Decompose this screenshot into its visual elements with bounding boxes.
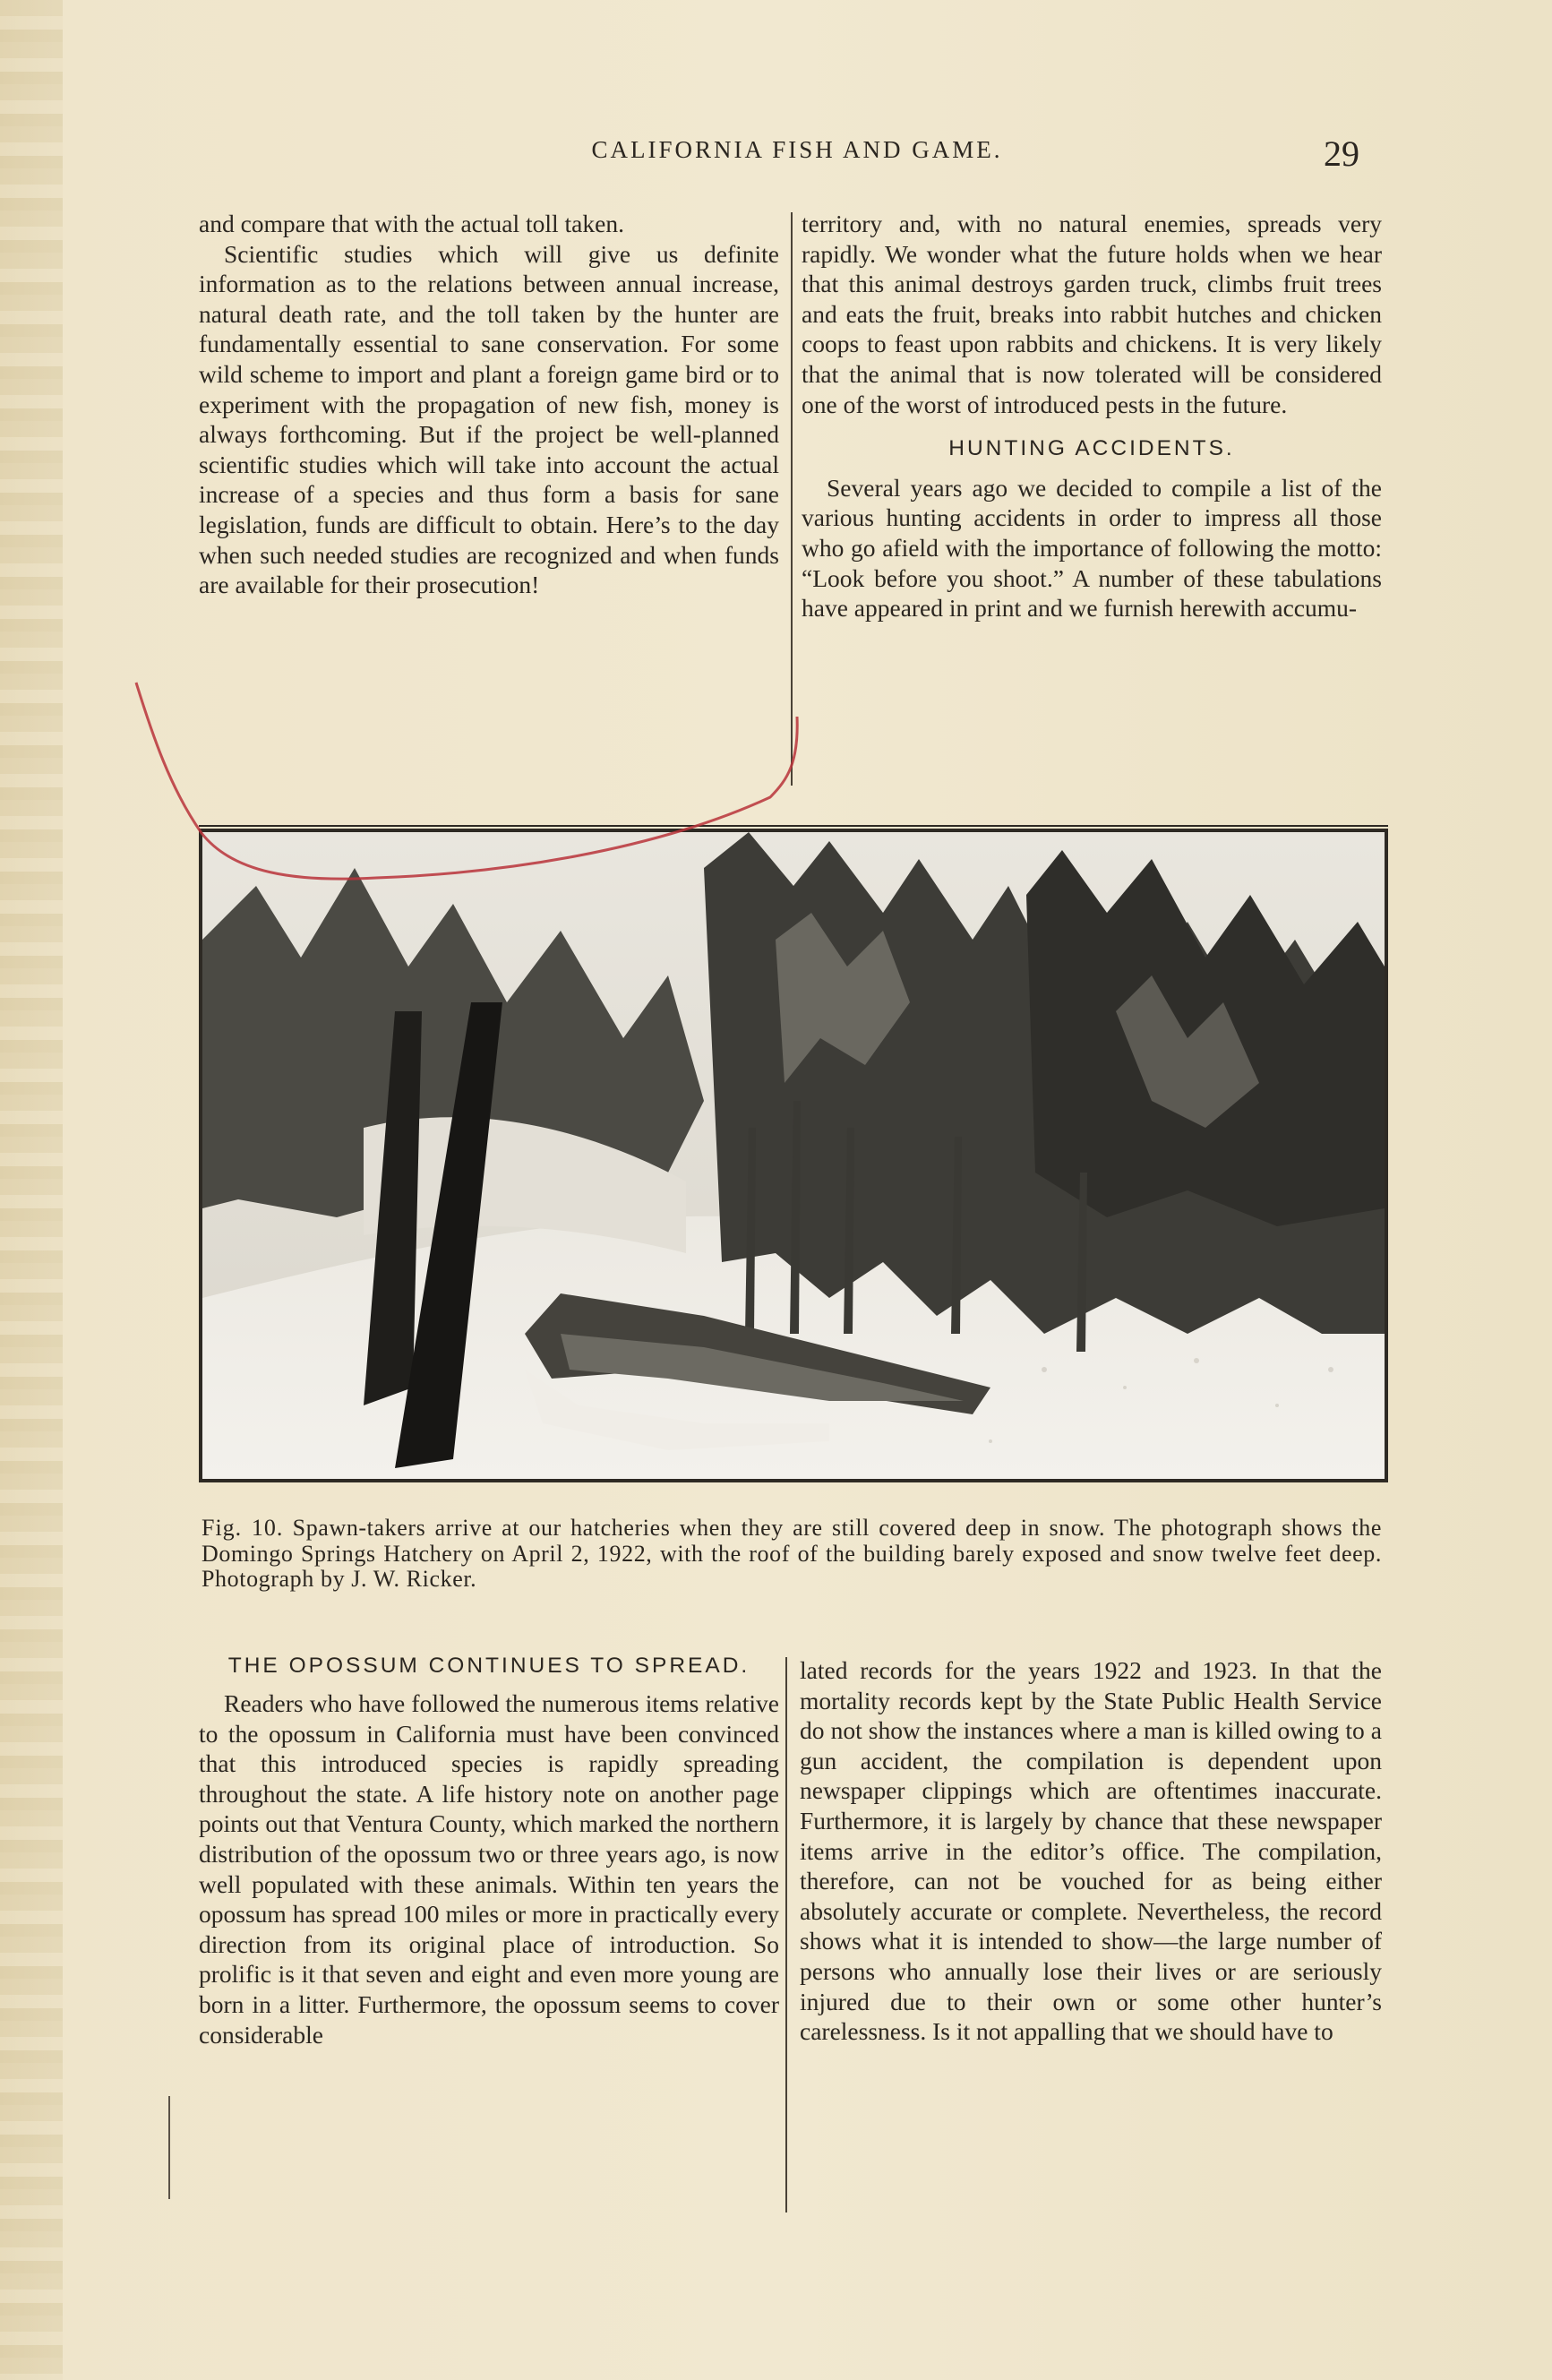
section-heading-hunting-accidents: HUNTING ACCIDENTS. xyxy=(948,436,1235,461)
figure-label: Fig. 10. xyxy=(202,1515,284,1541)
margin-pencil-mark xyxy=(168,2096,170,2199)
hatchery-snow-photograph xyxy=(199,829,1388,1482)
paragraph: Several years ago we decided to compile a list of the various hunting accidents in order to impress all those who go afield with the importance of following the motto: “Look before you shoot.” A number of these tabulations have appeared in print and we furnish herewith accumu- xyxy=(802,473,1382,623)
paragraph: territory and, with no natural enemies, spreads very rapidly. We wonder what the future holds when we hear that this animal destroys garden truck, climbs fruit trees and eats the fruit, breaks into rabbit hutches and chicken coops to feast upon rabbits and chickens. It is very likely that the animal that is now tolerated will be considered one of the worst of introduced pests in the future. xyxy=(802,210,1382,418)
column-divider-top xyxy=(791,212,793,786)
top-left-column xyxy=(199,209,779,600)
section-heading-opossum: THE OPOSSUM CONTINUES TO SPREAD. xyxy=(227,1654,750,1678)
figure-caption-text: Spawn-takers arrive at our hatcheries when they are still covered deep in snow. The photograph shows the Domingo Springs Hatchery on April 2, 1922, with the roof of the building barely exposed and snow twelve feet deep. Photograph by J. W. Ricker. xyxy=(202,1515,1382,1592)
torn-left-edge xyxy=(0,0,63,2380)
paragraph: Scientific studies which will give us definite information as to the relations between annual increase, natural death rate, and the toll taken by the hunter are fundamentally essential to sane conservation. For some wild scheme to import and plant a foreign game bird or to experiment with the propagation of new fish, money is always forthcoming. But if the project be well-planned scientific studies which will take into account the actual increase of a species and thus form a basis for sane legislation, funds are difficult to obtain. Here’s to the day when such needed studies are recognized and when funds are available for their prosecution! xyxy=(199,239,779,599)
running-title: CALIFORNIA FISH AND GAME. xyxy=(591,136,1003,163)
column-divider-bottom xyxy=(785,1657,787,2212)
bottom-left-column xyxy=(199,1653,779,2049)
figure-caption xyxy=(202,1516,1382,1593)
top-right-column xyxy=(802,209,1382,623)
page-number: 29 xyxy=(1324,133,1359,174)
paragraph: Readers who have followed the numerous items relative to the opossum in California must have been convinced that this introduced species is rapidly spreading throughout the state. A life history note on another page points out that Ventura County, which marked the northern distribution of the opossum two or three years ago, is now well populated with these animals. Within ten years the opossum has spread 100 miles or more in practically every direction from its original place of introduction. So prolific is it that seven and eight and even more young are born in a litter. Furthermore, the opossum seems to cover considerable xyxy=(199,1689,779,2049)
bottom-right-column xyxy=(800,1655,1382,2047)
paragraph: lated records for the years 1922 and 1923. In that the mortality records kept by the State Public Health Service do not show the instances where a man is killed owing to a gun accident, the compilation is dependent upon newspaper clippings which are oftentimes inaccurate. Furthermore, it is largely by chance that these newspaper items arrive in the editor’s office. The compilation, therefore, can not be vouched for as being either absolutely accurate or complete. Nevertheless, the record shows what it is intended to show—the large number of persons who annually lose their lives or are seriously injured due to their own or some other hunter’s carelessness. Is it not appalling that we should have to xyxy=(800,1656,1382,2046)
photo-illustration xyxy=(202,832,1385,1479)
photo-frame-rule xyxy=(199,825,1388,827)
paragraph: and compare that with the actual toll taken. xyxy=(199,210,624,237)
